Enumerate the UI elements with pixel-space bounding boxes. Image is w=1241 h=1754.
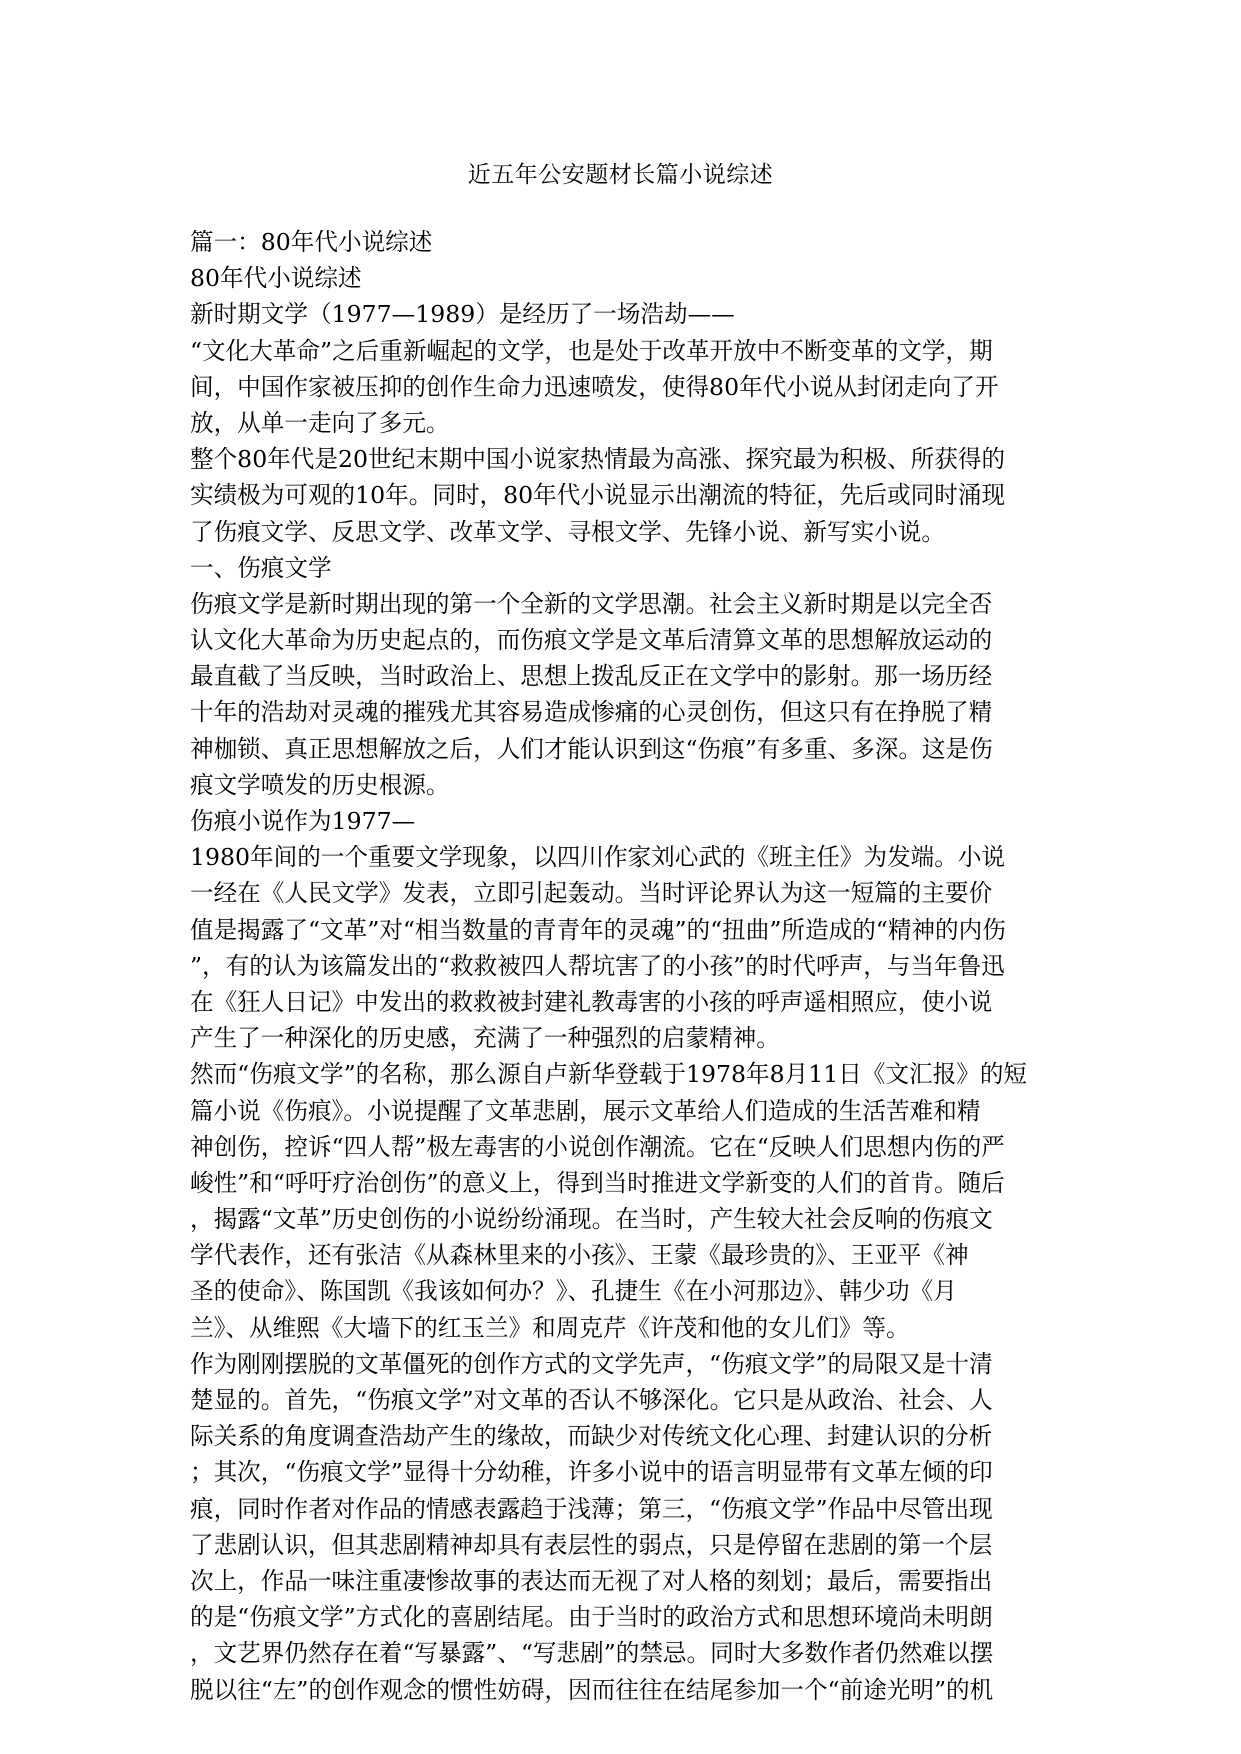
text-line: 整个80年代是20世纪末期中国小说家热情最为高涨、探究最为积极、所获得的 bbox=[190, 445, 1006, 474]
text-line: 了悲剧认识，但其悲剧精神却具有表层性的弱点，只是停留在悲剧的第一个层 bbox=[190, 1530, 993, 1559]
text-line: 放，从单一走向了多元。 bbox=[190, 408, 450, 437]
text-line: 十年的浩劫对灵魂的摧残尤其容易造成惨痛的心灵创伤，但这只有在挣脱了精 bbox=[190, 698, 993, 727]
text-line: 学代表作，还有张洁《从森林里来的小孩》、王蒙《最珍贵的》、王亚平《神 bbox=[190, 1241, 969, 1270]
text-line: 兰》、从维熙《大墙下的红玉兰》和周克芹《许茂和他的女儿们》等。 bbox=[190, 1313, 910, 1342]
text-line: 神创伤，控诉“四人帮”极左毒害的小说创作潮流。它在“反映人们思想内伤的严 bbox=[190, 1132, 1005, 1161]
text-line: 产生了一种深化的历史感，充满了一种强烈的启蒙精神。 bbox=[190, 1024, 780, 1053]
text-line: 新时期文学（1977—1989）是经历了一场浩劫—— bbox=[190, 300, 735, 329]
text-line: 篇小说《伤痕》。小说提醒了文革悲剧，展示文革给人们造成的生活苦难和精 bbox=[190, 1096, 981, 1125]
text-line: 认文化大革命为历史起点的，而伤痕文学是文革后清算文革的思想解放运动的 bbox=[190, 626, 993, 655]
text-line: 次上，作品一味注重凄惨故事的表达而无视了对人格的刻划；最后，需要指出 bbox=[190, 1566, 993, 1595]
document-body bbox=[190, 224, 1052, 1708]
text-line: 在《狂人日记》中发出的救救被封建礼教毒害的小孩的呼声遥相照应，使小说 bbox=[190, 987, 993, 1016]
text-line: 实绩极为可观的10年。同时，80年代小说显示出潮流的特征，先后或同时涌现 bbox=[190, 481, 1006, 510]
text-line: 际关系的角度调查浩劫产生的缘故，而缺少对传统文化心理、封建认识的分析 bbox=[190, 1422, 993, 1451]
text-line: 痕文学喷发的历史根源。 bbox=[190, 770, 450, 799]
text-line: 了伤痕文学、反思文学、改革文学、寻根文学、先锋小说、新写实小说。 bbox=[190, 517, 945, 546]
text-line: 伤痕文学是新时期出现的第一个全新的文学思潮。社会主义新时期是以完全否 bbox=[190, 589, 993, 618]
text-line: 1980年间的一个重要文学现象，以四川作家刘心武的《班主任》为发端。小说 bbox=[190, 843, 1006, 872]
text-line: 痕，同时作者对作品的情感表露趋于浅薄；第三，“伤痕文学”作品中尽管出现 bbox=[190, 1494, 993, 1523]
text-line: 峻性”和“呼吁疗治创伤”的意义上，得到当时推进文学新变的人们的首肯。随后 bbox=[190, 1168, 1005, 1197]
text-line: 伤痕小说作为1977— bbox=[190, 807, 416, 835]
text-line: 间，中国作家被压抑的创作生命力迅速喷发，使得80年代小说从封闭走向了开 bbox=[190, 372, 999, 401]
text-line: 圣的使命》、陈国凯《我该如何办？》、孔捷生《在小河那边》、韩少功《月 bbox=[190, 1277, 957, 1306]
text-line: 神枷锁、真正思想解放之后，人们才能认识到这“伤痕”有多重、多深。这是伤 bbox=[190, 734, 993, 763]
text-line: 然而“伤痕文学”的名称，那么源自卢新华登载于1978年8月11日《文汇报》的短 bbox=[190, 1060, 1028, 1089]
text-line: ”，有的认为该篇发出的“救救被四人帮坑害了的小孩”的时代呼声，与当年鲁迅 bbox=[190, 951, 1005, 980]
text-line: 一、伤痕文学 bbox=[190, 553, 332, 582]
document-title: 近五年公安题材长篇小说综述 bbox=[467, 162, 774, 188]
text-line: 值是揭露了“文革”对“相当数量的青青年的灵魂”的“扭曲”所造成的“精神的内伤 bbox=[190, 915, 1006, 944]
text-line: 的是“伤痕文学”方式化的喜剧结尾。由于当时的政治方式和思想环境尚未明朗 bbox=[190, 1603, 993, 1632]
text-line: 一经在《人民文学》发表，立即引起轰动。当时评论界认为这一短篇的主要价 bbox=[190, 879, 993, 908]
text-line: 篇一：80年代小说综述 bbox=[190, 228, 433, 256]
text-line: 最直截了当反映，当时政治上、思想上拨乱反正在文学中的影射。那一场历经 bbox=[190, 662, 993, 691]
text-line: “文化大革命”之后重新崛起的文学，也是处于改革开放中不断变革的文学，期 bbox=[190, 336, 993, 365]
text-line: 80年代小说综述 bbox=[190, 264, 362, 293]
text-line: 作为刚刚摆脱的文革僵死的创作方式的文学先声，“伤痕文学”的局限又是十清 bbox=[190, 1349, 993, 1378]
text-line: ；其次，“伤痕文学”显得十分幼稚，许多小说中的语言明显带有文革左倾的印 bbox=[190, 1458, 993, 1487]
text-line: 脱以往“左”的创作观念的惯性妨碍，因而往往在结尾参加一个“前途光明”的机 bbox=[190, 1675, 994, 1704]
text-line: ，文艺界仍然存在着“写暴露”、“写悲剧”的禁忌。同时大多数作者仍然难以摆 bbox=[190, 1639, 994, 1668]
text-line: ，揭露“文革”历史创伤的小说纷纷涌现。在当时，产生较大社会反响的伤痕文 bbox=[190, 1205, 993, 1234]
text-line: 楚显的。首先，“伤痕文学”对文革的否认不够深化。它只是从政治、社会、人 bbox=[190, 1386, 993, 1414]
